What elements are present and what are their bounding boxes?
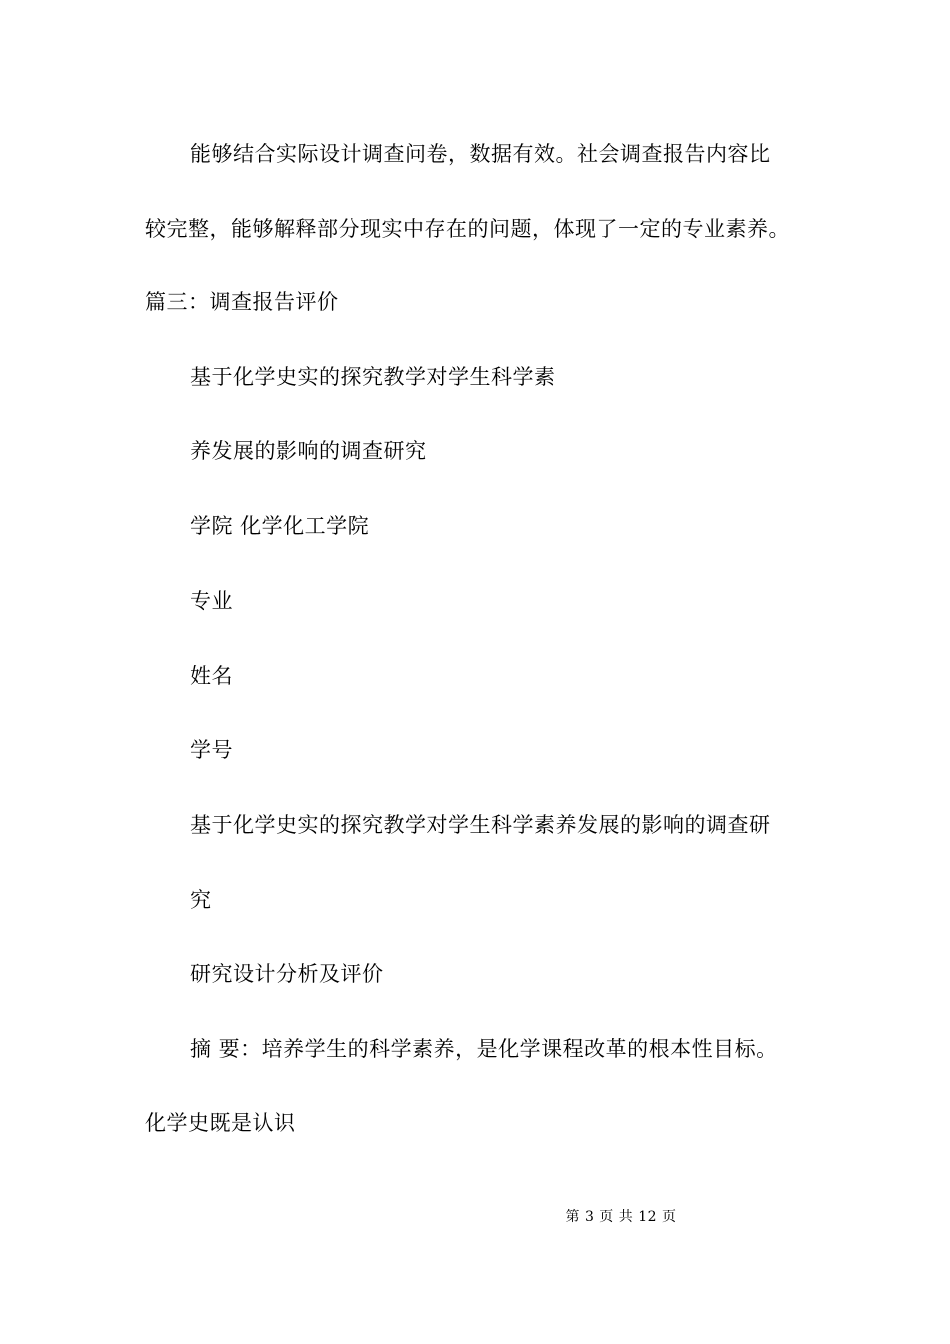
full-title-line: 究 bbox=[190, 888, 212, 912]
report-title-line: 养发展的影响的调查研究 bbox=[190, 439, 427, 463]
report-title-line: 基于化学史实的探究教学对学生科学素 bbox=[190, 365, 556, 389]
subtitle: 研究设计分析及评价 bbox=[190, 962, 384, 986]
abstract-line: 摘 要：培养学生的科学素养，是化学课程改革的根本性目标。 bbox=[190, 1037, 778, 1061]
page-footer bbox=[0, 1207, 950, 1227]
name-field: 姓名 bbox=[190, 664, 233, 688]
paragraph-line: 较完整，能够解释部分现实中存在的问题，体现了一定的专业素养。 bbox=[145, 217, 790, 241]
abstract-line: 化学史既是认识 bbox=[145, 1111, 296, 1135]
page-number: 第 3 页 共 12 页 bbox=[565, 1209, 677, 1225]
college-field: 学院 化学化工学院 bbox=[190, 514, 370, 538]
paragraph-line: 能够结合实际设计调查问卷，数据有效。社会调查报告内容比 bbox=[190, 142, 771, 166]
full-title-line: 基于化学史实的探究教学对学生科学素养发展的影响的调查研 bbox=[190, 813, 771, 837]
major-field: 专业 bbox=[190, 589, 233, 613]
student-id-field: 学号 bbox=[190, 738, 233, 762]
section-title: 篇三：调查报告评价 bbox=[145, 290, 339, 314]
